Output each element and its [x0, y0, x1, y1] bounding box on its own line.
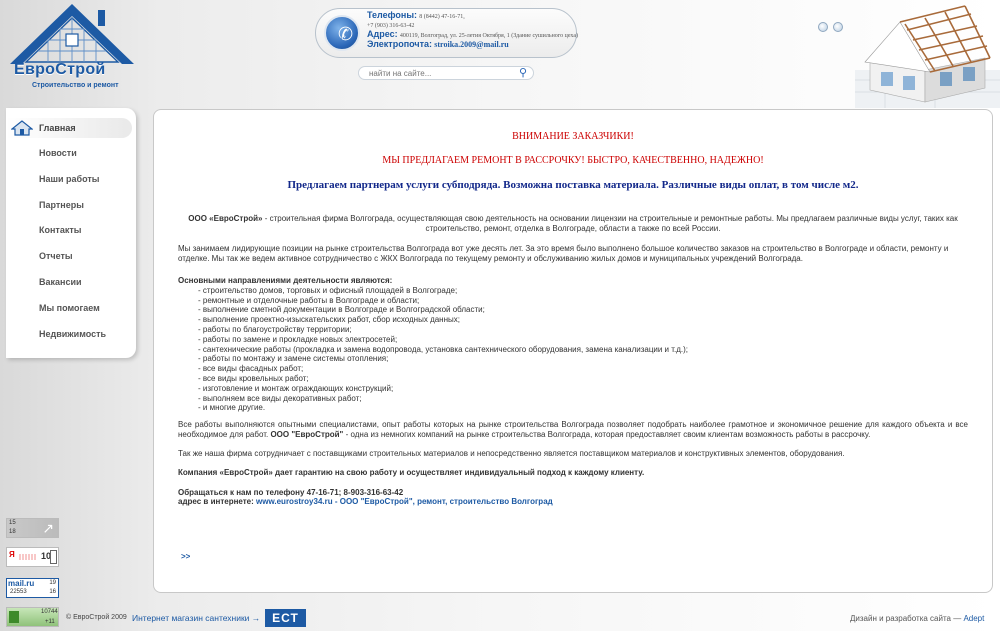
menu-item-contacts[interactable]	[6, 220, 132, 240]
site-logo[interactable]	[6, 2, 136, 94]
brand-slogan: Строительство и ремонт	[32, 82, 119, 89]
intro-paragraph	[178, 214, 968, 233]
counter-liveinternet[interactable]	[6, 518, 59, 538]
menu-label: Недвижимость	[39, 329, 107, 339]
menu-label: Мы помогаем	[39, 303, 100, 313]
guarantee-text: Компания «ЕвроСтрой» дает гарантию на свою работу и осуществляет индивидуальный подход к каждому клиенту.	[178, 468, 645, 477]
menu-item-home[interactable]	[6, 118, 132, 138]
intro-company-name: ООО «ЕвроСтрой»	[188, 214, 263, 223]
list-item: - выполнение проектно-изыскательских работ, сбор исходных данных;	[198, 315, 460, 325]
directions-title: Основными направлениями деятельности являются:	[178, 276, 393, 285]
leadership-paragraph: Мы занимаем лидирующие позиции на рынке строительства Волгограда вот уже десять лет. За это время было выполнено большое количество заказов на строительство в Волгограде и области, ремонту и отделке. Мы так же ведем активное сотрудничество с ЖКХ Волгограда по текущему ремонту и обслуживанию жилых домов и муниципальных учреждений Волгограда.	[178, 244, 949, 263]
main-menu	[6, 108, 136, 358]
menu-item-news[interactable]	[6, 143, 132, 163]
phone-2: +7 (903) 316-63-42	[367, 23, 415, 29]
site-address-line	[178, 497, 968, 507]
menu-label: Отчеты	[39, 251, 73, 261]
counter-yandex[interactable]	[6, 547, 59, 567]
suppliers-paragraph: Так же наша фирма сотрудничает с поставщиками строительных материалов и непосредственно является поставщиком материалов и конструктивных элементов, оборудования.	[178, 449, 845, 458]
search-icon[interactable]: ⚲	[518, 67, 527, 79]
logo-roof-icon	[8, 2, 136, 64]
list-item: - ремонтные и отделочные работы в Волгограде и области;	[198, 295, 420, 305]
menu-item-works[interactable]	[6, 169, 132, 189]
menu-item-vacancies[interactable]	[6, 272, 132, 292]
contact-lines	[367, 10, 578, 49]
list-item: - выполняем все виды декоративных работ;	[198, 393, 362, 403]
list-item: - работы по монтажу и замене системы отопления;	[198, 354, 389, 364]
list-item: - все виды фасадных работ;	[198, 364, 304, 374]
menu-item-reports[interactable]	[6, 246, 132, 266]
home-circle-icon[interactable]	[818, 22, 828, 32]
phones-label: Телефоны:	[367, 10, 418, 20]
menu-item-charity[interactable]	[6, 298, 132, 318]
counter-1-top: 15	[9, 520, 16, 526]
list-item: - работы по благоустройству территории;	[198, 324, 352, 334]
list-item: - выполнение сметной документации в Волгограде и Волгоградской области;	[198, 305, 485, 315]
list-item: - работы по замене и прокладке новых электросетей;	[198, 334, 398, 344]
ect-logo[interactable]: ЕСТ	[265, 609, 306, 627]
search-input[interactable]	[369, 68, 509, 79]
specialists-text-end: - одна из немногих компаний на рынке строительства Волгограда, которая предоставляет своим клиентам возможность работы в рассрочку.	[343, 429, 871, 439]
footer-design	[850, 614, 984, 623]
footer-copyright: © ЕвроСтрой 2009	[66, 614, 127, 621]
arrow-icon: ↗	[42, 520, 54, 536]
email-label: Электропочта:	[367, 39, 433, 49]
counter-mailru[interactable]	[6, 578, 59, 598]
phone-1: 8 (8442) 47-16-71,	[419, 14, 465, 20]
menu-item-realty[interactable]	[6, 324, 132, 344]
menu-label: Новости	[39, 148, 77, 158]
contact-box	[315, 8, 577, 58]
menu-label-home: Главная	[39, 123, 76, 133]
counter-3-c: 16	[49, 589, 56, 595]
menu-item-partners[interactable]	[6, 195, 132, 215]
counter-4-a: 10744	[41, 609, 58, 615]
list-item: - все виды кровельных работ;	[198, 373, 309, 383]
site-address-label: адрес в интернете:	[178, 497, 257, 506]
directions-list	[178, 276, 878, 413]
counter-4-b: +11	[45, 619, 55, 625]
more-link[interactable]: >>	[181, 552, 191, 561]
specialists-company: ООО "ЕвроСтрой"	[270, 429, 344, 439]
counter-1-bottom: 18	[9, 529, 16, 535]
address-value: 400119, Волгоград, ул. 25-летия Октября, 1 (Здание сушильного цеха)	[399, 33, 578, 39]
list-item: - и многие другие.	[198, 403, 266, 413]
menu-label: Контакты	[39, 225, 82, 235]
menu-label: Партнеры	[39, 200, 84, 210]
specialists-text: Все работы выполняются опытными специалистами, опыт работы которых на рынке строительства Волгограда позволяет подобрать наиболее грамотное и экономичное решение для каждого объекта и все необходимое для работ.	[178, 420, 968, 439]
address-label: Адрес:	[367, 29, 398, 39]
house-illustration	[845, 0, 1000, 108]
warning-title: ВНИМАНИЕ ЗАКАЗЧИКИ!	[512, 131, 634, 142]
main-content	[153, 109, 993, 593]
mail-circle-icon[interactable]	[833, 22, 843, 32]
email-link[interactable]: stroika.2009@mail.ru	[434, 40, 509, 49]
yandex-bars-icon	[19, 554, 37, 560]
brand-name: ЕвроСтрой	[14, 61, 106, 78]
warning-offer: МЫ ПРЕДЛАГАЕМ РЕМОНТ В РАССРОЧКУ! БЫСТРО, КАЧЕСТВЕННО, НАДЕЖНО!	[382, 155, 764, 166]
list-item: - изготовление и монтаж ограждающих конструкций;	[198, 383, 394, 393]
counter-hotlog[interactable]	[6, 607, 59, 627]
yandex-scroll-icon	[50, 550, 57, 564]
design-text: Дизайн и разработка сайта —	[850, 614, 964, 623]
menu-label: Наши работы	[39, 174, 100, 184]
counter-2-num: 10	[41, 551, 52, 561]
counter-3-b: 22553	[10, 589, 27, 595]
yandex-logo-icon: Я	[9, 550, 15, 559]
phone-icon: ✆	[324, 15, 360, 51]
specialists-paragraph	[178, 420, 968, 439]
phone-contact-text: Обращаться к нам по телефону 47-16-71; 8-903-316-63-42	[178, 488, 404, 497]
header-circle-buttons	[818, 22, 848, 34]
headline: Предлагаем партнерам услуги субподряда. Возможна поставка материала. Различные виды оплат, в том числе м2.	[287, 179, 859, 191]
mailru-logo-icon: mail.ru	[8, 579, 35, 588]
counter-3-a: 19	[49, 580, 56, 586]
list-item: - строительство домов, торговых и офисный площадей в Волгограде;	[198, 285, 458, 295]
design-link[interactable]: Adept	[963, 614, 985, 623]
search-box	[358, 66, 534, 80]
menu-label: Вакансии	[39, 277, 82, 287]
hotlog-logo-icon	[9, 611, 19, 623]
list-item: - сантехнические работы (прокладка и замена водопровода, установка сантехнического оборудования, замена канализации и т.д.);	[198, 344, 689, 354]
intro-text: - строительная фирма Волгограда, осуществляющая свою деятельность на основании лицензии на строительные и ремонтные работы. Мы предлагаем различные виды услуг, таких как строительство, ремонт, отделка в Волгограде, области а также по всей России.	[262, 214, 958, 233]
site-address-link[interactable]: www.eurostroy34.ru - ООО "ЕвроСтрой", ремонт, строительство Волгоград	[256, 497, 553, 506]
footer-shop-link[interactable]: Интернет магазин сантехники →	[132, 613, 261, 623]
home-icon	[11, 120, 33, 136]
